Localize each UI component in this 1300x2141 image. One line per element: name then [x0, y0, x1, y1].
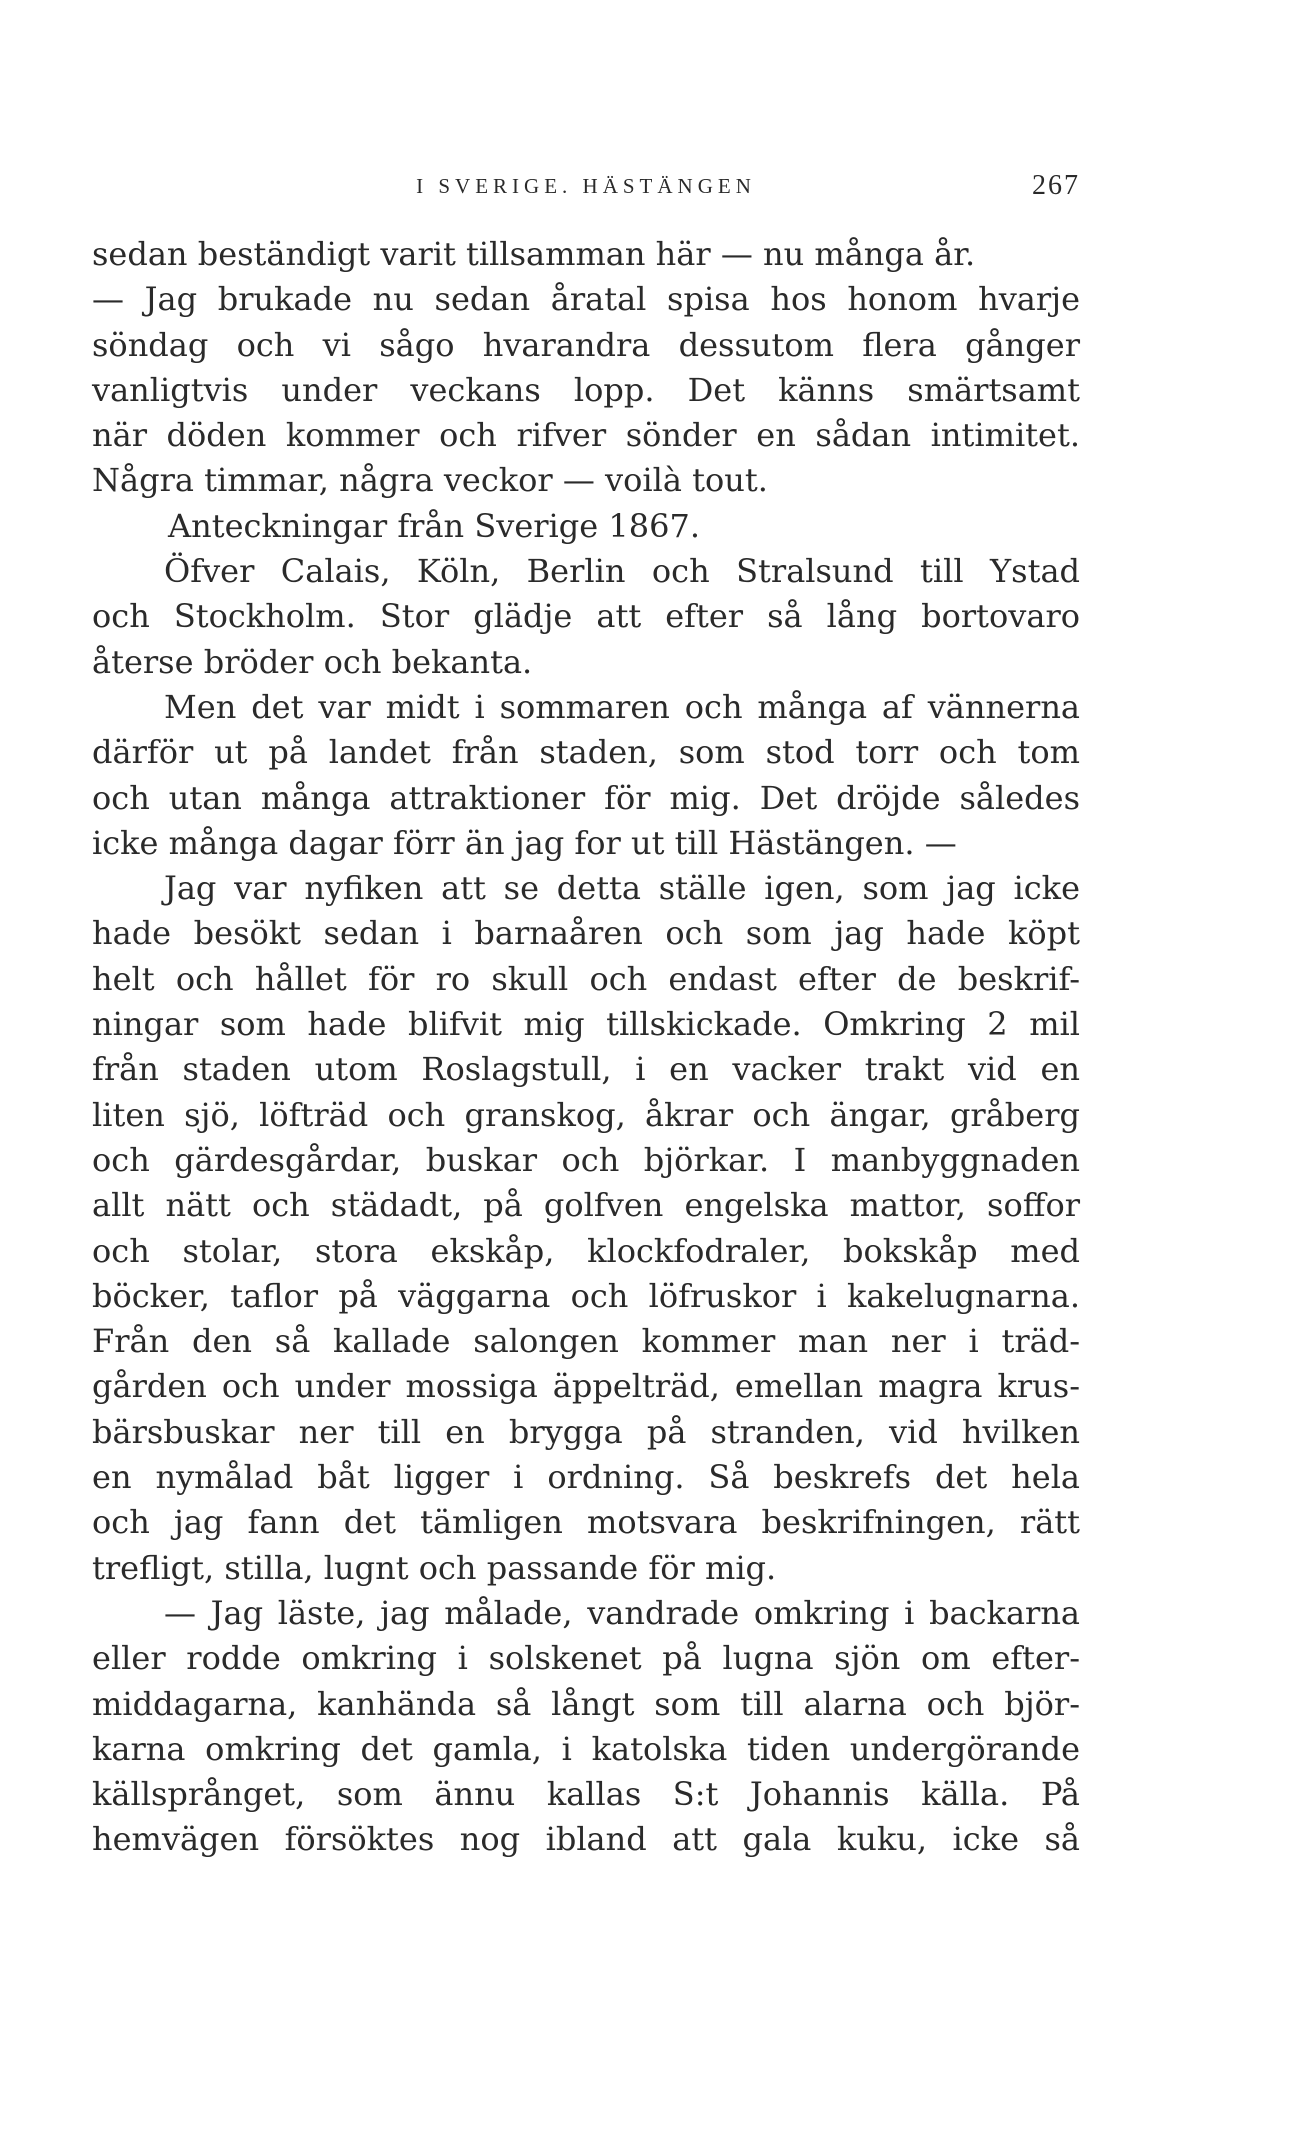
text-line: Men det var midt i sommaren och många af vännerna: [164, 687, 1080, 726]
running-title: I SVERIGE. HÄSTÄNGEN: [416, 174, 756, 198]
text-line: karna omkring det gamla, i katolska tiden undergörande: [92, 1729, 1080, 1768]
text-line: och utan många attraktioner för mig. Det dröjde således: [92, 778, 1080, 817]
section-heading: Anteckningar från Sverige 1867.: [168, 506, 700, 545]
text-line: därför ut på landet från staden, som stod torr och tom: [92, 733, 1080, 772]
text-line: ningar som hade blifvit mig tillskickade. Omkring 2 mil: [92, 1005, 1080, 1044]
text-line: middagarna, kanhända så långt som till alarna och björ-: [92, 1684, 1080, 1723]
running-head: [92, 170, 1080, 206]
text-line: från staden utom Roslagstull, i en vacker trakt vid en: [92, 1050, 1080, 1089]
text-line: och gärdesgårdar, buskar och björkar. I manbyggnaden: [92, 1140, 1080, 1179]
text-line: och jag fann det tämligen motsvara beskrifningen, rätt: [92, 1503, 1080, 1542]
text-line: helt och hållet för ro skull och endast efter de beskrif-: [92, 959, 1080, 998]
text-line: trefligt, stilla, lugnt och passande för mig.: [92, 1548, 777, 1587]
text-line: och stolar, stora ekskåp, klockfodraler, bokskåp med: [92, 1231, 1080, 1270]
text-line: hemvägen försöktes nog ibland att gala kuku, icke så: [92, 1820, 1080, 1859]
text-line: återse bröder och bekanta.: [92, 642, 533, 681]
text-line: bärsbuskar ner till en brygga på stranden, vid hvilken: [92, 1412, 1080, 1451]
text-line: när döden kommer och rifver sönder en sådan intimitet.: [92, 416, 1080, 455]
text-line: vanligtvis under veckans lopp. Det känns smärtsamt: [92, 370, 1080, 409]
text-line: söndag och vi sågo hvarandra dessutom flera gånger: [92, 325, 1080, 364]
text-line: sedan beständigt varit tillsamman här — nu många år.: [92, 235, 976, 273]
text-line: Från den så kallade salongen kommer man ner i träd-: [92, 1322, 1080, 1361]
text-line: — Jag läste, jag målade, vandrade omkring i backarna: [164, 1593, 1080, 1632]
text-line: — Jag brukade nu sedan åratal spisa hos honom hvarje: [92, 280, 1080, 319]
text-line: Jag var nyfiken att se detta ställe igen, som jag icke: [164, 869, 1080, 908]
text-line: Några timmar, några veckor — voilà tout.: [92, 461, 768, 500]
text-line: hade besökt sedan i barnaåren och som jag hade köpt: [92, 914, 1080, 953]
text-line: liten sjö, löfträd och granskog, åkrar och ängar, gråberg: [92, 1095, 1080, 1134]
text-line: böcker, taflor på väggarna och löfruskor i kakelugnarna.: [92, 1276, 1080, 1315]
text-line: en nymålad båt ligger i ordning. Så beskrefs det hela: [92, 1458, 1080, 1497]
text-line: och Stockholm. Stor glädje att efter så lång bortovaro: [92, 597, 1080, 636]
text-line: gården och under mossiga äppelträd, emellan magra krus-: [92, 1367, 1080, 1406]
body-text: [92, 232, 1080, 1863]
text-line: Öfver Calais, Köln, Berlin och Stralsund till Ystad: [164, 552, 1080, 591]
text-line: allt nätt och städadt, på golfven engelska mattor, soffor: [92, 1186, 1080, 1225]
text-line: icke många dagar förr än jag for ut till Hästängen. —: [92, 823, 957, 862]
text-line: eller rodde omkring i solskenet på lugna sjön om efter-: [92, 1639, 1080, 1678]
text-line: källsprånget, som ännu kallas S:t Johannis källa. På: [92, 1775, 1080, 1814]
page-number: 267: [1032, 170, 1080, 201]
